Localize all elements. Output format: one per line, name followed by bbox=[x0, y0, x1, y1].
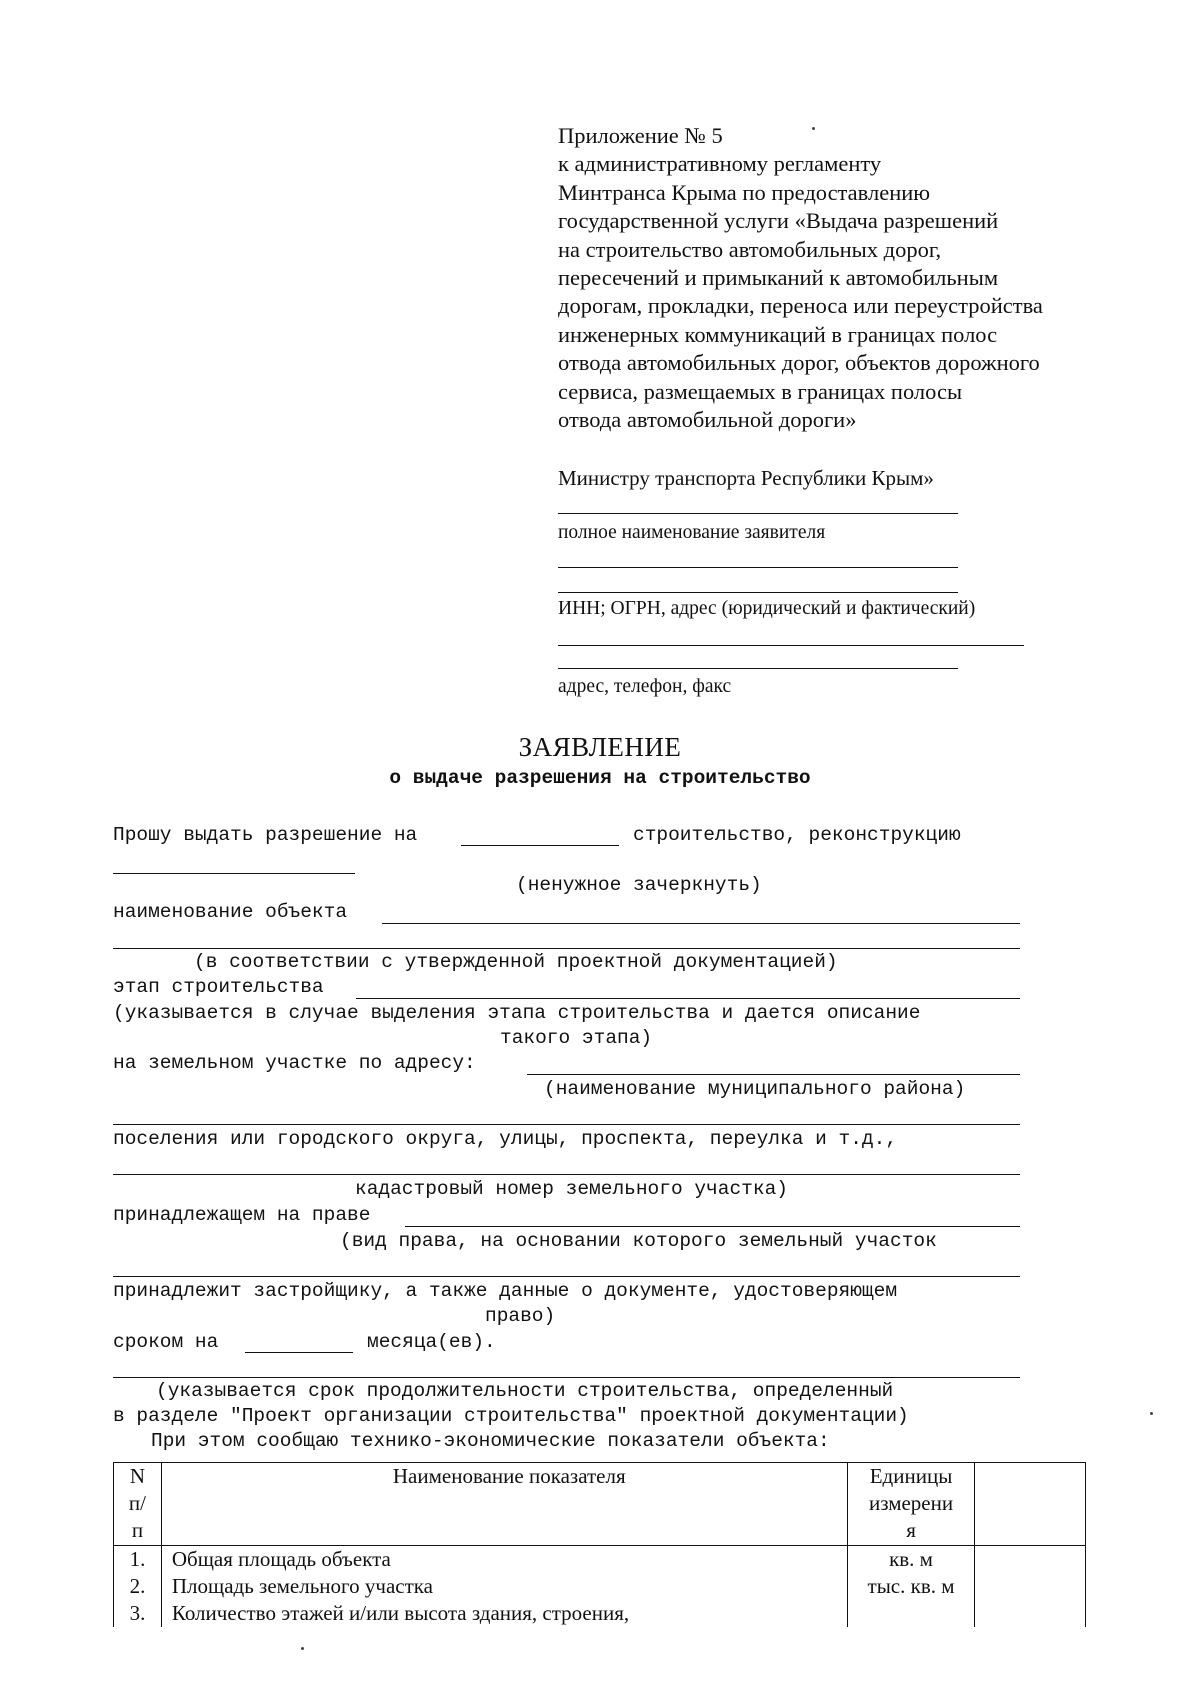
indicators-table bbox=[113, 1462, 1086, 1627]
inn-caption: ИНН; ОГРН, адрес (юридический и фактический) bbox=[558, 598, 976, 619]
address-blank-2 bbox=[113, 1124, 1020, 1125]
header-num-line: п/ bbox=[128, 1491, 146, 1515]
table-header-row bbox=[114, 1463, 1086, 1546]
term-note-1: (указывается срок продолжительности строительства, определенный bbox=[156, 1380, 894, 1402]
header-unit-line: Единицы bbox=[869, 1464, 953, 1488]
appendix-line: к административному регламенту bbox=[558, 151, 882, 177]
applicant-name-line bbox=[558, 513, 958, 514]
header-unit-line: измерени bbox=[868, 1491, 954, 1515]
scan-speck bbox=[301, 1647, 304, 1650]
row-value bbox=[975, 1600, 1086, 1627]
row-value bbox=[975, 1573, 1086, 1600]
table-row bbox=[114, 1600, 1086, 1627]
appendix-line: отвода автомобильных дорог, объектов дорожного bbox=[558, 350, 1040, 376]
right-note-3: право) bbox=[485, 1305, 556, 1327]
object-name-note: (в соответствии с утвержденной проектной документацией) bbox=[194, 951, 838, 973]
request-type-blank-2 bbox=[113, 873, 355, 874]
applicant-extra-line-2 bbox=[558, 592, 958, 593]
request-prefix: Прошу выдать разрешение на bbox=[113, 824, 418, 846]
row-unit bbox=[847, 1600, 975, 1627]
row-name: Общая площадь объекта bbox=[161, 1546, 847, 1574]
term-note-2: в разделе "Проект организации строительства" проектной документации) bbox=[113, 1405, 909, 1427]
contacts-caption: адрес, телефон, факс bbox=[558, 676, 732, 697]
strike-note: (ненужное зачеркнуть) bbox=[516, 874, 762, 896]
appendix-line: сервиса, размещаемых в границах полосы bbox=[558, 378, 963, 404]
row-name: Площадь земельного участка bbox=[161, 1573, 847, 1600]
appendix-line: на строительство автомобильных дорог, bbox=[558, 236, 942, 262]
inn-line-2 bbox=[558, 668, 958, 669]
scan-speck bbox=[1150, 1412, 1153, 1415]
appendix-line: отвода автомобильной дороги» bbox=[558, 407, 857, 433]
address-note-2: поселения или городского округа, улицы, проспекта, переулка и т.д., bbox=[113, 1128, 898, 1150]
header-unit-line: я bbox=[906, 1518, 916, 1542]
header-num-line: N bbox=[129, 1464, 146, 1488]
document-title: ЗАЯВЛЕНИЕ bbox=[518, 732, 682, 762]
addressee-to: Министру транспорта Республики Крым» bbox=[558, 466, 934, 490]
table-row bbox=[114, 1573, 1086, 1600]
applicant-caption: полное наименование заявителя bbox=[558, 522, 826, 543]
inn-line-1 bbox=[558, 645, 1024, 646]
row-unit: тыс. кв. м bbox=[847, 1573, 975, 1600]
row-unit: кв. м bbox=[847, 1546, 975, 1574]
term-blank bbox=[245, 1352, 353, 1353]
document-subtitle: о выдаче разрешения на строительство bbox=[389, 767, 811, 789]
appendix-line: пересечений и примыканий к автомобильным bbox=[558, 265, 999, 291]
appendix-line: дорогам, прокладки, переноса или переустройства bbox=[558, 293, 1043, 319]
row-value bbox=[975, 1546, 1086, 1574]
stage-label: этап строительства bbox=[113, 976, 324, 998]
row-num: 3. bbox=[114, 1600, 162, 1627]
term-prefix: сроком на bbox=[113, 1331, 219, 1353]
header-num bbox=[114, 1463, 162, 1546]
table-row bbox=[114, 1546, 1086, 1574]
header-num-line: п bbox=[131, 1518, 144, 1542]
appendix-line: государственной услуги «Выдача разрешений bbox=[558, 208, 999, 234]
row-num: 1. bbox=[114, 1546, 162, 1574]
stage-blank bbox=[356, 998, 1020, 999]
appendix-line: инженерных коммуникаций в границах полос bbox=[558, 321, 998, 347]
appendix-header bbox=[558, 122, 1118, 434]
right-note-1: (вид права, на основании которого земельный участок bbox=[340, 1230, 937, 1252]
header-name: Наименование показателя bbox=[161, 1463, 847, 1546]
object-name-blank bbox=[382, 923, 1020, 924]
indicators-intro: При этом сообщаю технико-экономические показатели объекта: bbox=[151, 1430, 830, 1452]
stage-note-2: такого этапа) bbox=[500, 1027, 653, 1049]
term-blank-2 bbox=[113, 1377, 1020, 1378]
address-note-3: кадастровый номер земельного участка) bbox=[355, 1178, 788, 1200]
object-name-label: наименование объекта bbox=[113, 901, 348, 923]
appendix-line: Минтранса Крыма по предоставлению bbox=[558, 179, 931, 205]
address-blank bbox=[527, 1074, 1020, 1075]
row-num: 2. bbox=[114, 1573, 162, 1600]
stage-note-1: (указывается в случае выделения этапа строительства и дается описание bbox=[113, 1002, 921, 1024]
request-options: строительство, реконструкцию bbox=[633, 824, 961, 846]
right-label: принадлежащем на праве bbox=[113, 1204, 371, 1226]
right-note-2: принадлежит застройщику, а также данные о документе, удостоверяющем bbox=[113, 1280, 898, 1302]
applicant-extra-line-1 bbox=[558, 567, 958, 568]
right-blank-2 bbox=[113, 1276, 1020, 1277]
appendix-line: Приложение № 5 bbox=[558, 123, 723, 148]
address-label: на земельном участке по адресу: bbox=[113, 1052, 476, 1074]
address-note-1: (наименование муниципального района) bbox=[544, 1078, 966, 1100]
address-blank-3 bbox=[113, 1174, 1020, 1175]
row-name: Количество этажей и/или высота здания, строения, bbox=[161, 1600, 847, 1627]
term-suffix: месяца(ев). bbox=[367, 1331, 496, 1353]
scan-speck bbox=[812, 127, 815, 130]
header-unit bbox=[847, 1463, 975, 1546]
header-value bbox=[975, 1463, 1086, 1546]
request-type-blank bbox=[461, 845, 619, 846]
right-blank bbox=[405, 1226, 1020, 1227]
object-name-blank-2 bbox=[113, 948, 1020, 949]
